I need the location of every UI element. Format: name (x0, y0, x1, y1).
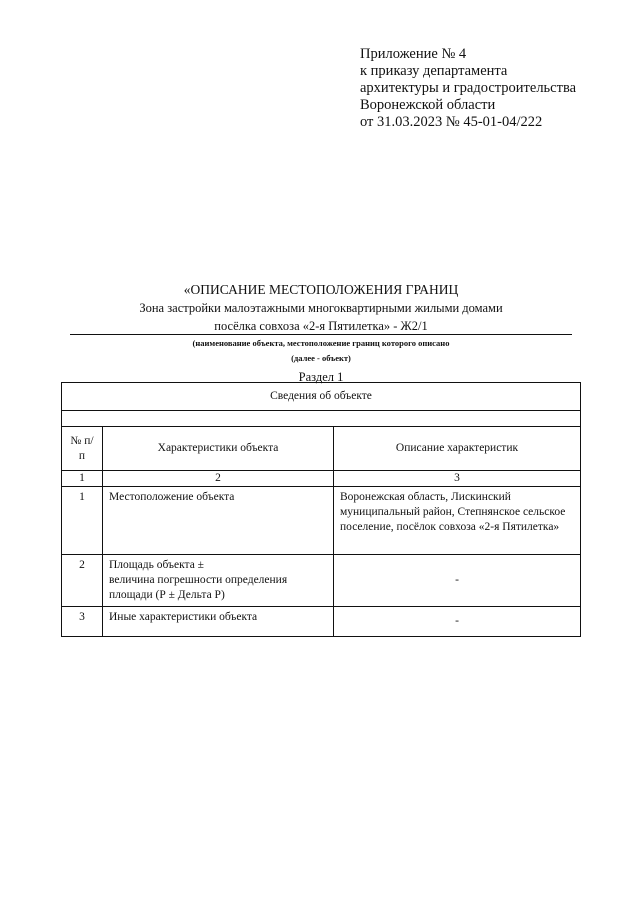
caption-line-1: (наименование объекта, местоположение границ которого описано (192, 338, 450, 348)
row-characteristic (103, 555, 334, 607)
appendix-line: Приложение № 4 (360, 46, 467, 62)
col-number: 2 (103, 471, 334, 487)
appendix-line: к приказу департамента (360, 63, 508, 79)
row-characteristic: Иные характеристики объекта (103, 607, 334, 637)
table-row (62, 487, 581, 555)
document-title: «ОПИСАНИЕ МЕСТОПОЛОЖЕНИЯ ГРАНИЦ (183, 282, 459, 297)
col-number: 1 (62, 471, 103, 487)
appendix-note (360, 46, 576, 131)
col-header-description: Описание характеристик (334, 427, 581, 471)
table-spacer-cell (62, 411, 581, 427)
table-column-numbers-row (62, 471, 581, 487)
caption-line-2: (далее - объект) (291, 353, 351, 363)
zone-name-line-1: Зона застройки малоэтажными многоквартирными жилыми домами (139, 301, 503, 315)
table-header-row (62, 427, 581, 471)
row-description: - (334, 607, 581, 637)
row-characteristic: Местоположение объекта (103, 487, 334, 555)
table-spacer-row (62, 411, 581, 427)
underline-rule (70, 334, 572, 335)
row-number: 1 (62, 487, 103, 555)
row-description: - (334, 555, 581, 607)
appendix-line: архитектуры и градостроительства (360, 80, 577, 96)
row-characteristic-line: величина погрешности определения площади (Р ± Дельта Р) (109, 574, 288, 601)
appendix-line: от 31.03.2023 № 45-01-04/222 (360, 114, 543, 130)
row-characteristic-line: Площадь объекта ± (109, 559, 204, 571)
row-description: Воронежская область, Лискинский муниципальный район, Степнянское сельское поселение, посёлок совхоза «2-я Пятилетка» (334, 487, 581, 555)
object-info-table (61, 382, 581, 637)
table-heading: Сведения об объекте (62, 383, 581, 411)
col-header-num: № п/п (62, 427, 103, 471)
appendix-line: Воронежской области (360, 97, 496, 113)
col-number: 3 (334, 471, 581, 487)
table-row (62, 555, 581, 607)
table-heading-row (62, 383, 581, 411)
table-row (62, 607, 581, 637)
section-label: Раздел 1 (298, 370, 344, 384)
row-number: 3 (62, 607, 103, 637)
zone-name-line-2: посёлка совхоза «2-я Пятилетка» - Ж2/1 (214, 319, 428, 333)
col-header-characteristic: Характеристики объекта (103, 427, 334, 471)
title-block (62, 281, 580, 385)
row-number: 2 (62, 555, 103, 607)
